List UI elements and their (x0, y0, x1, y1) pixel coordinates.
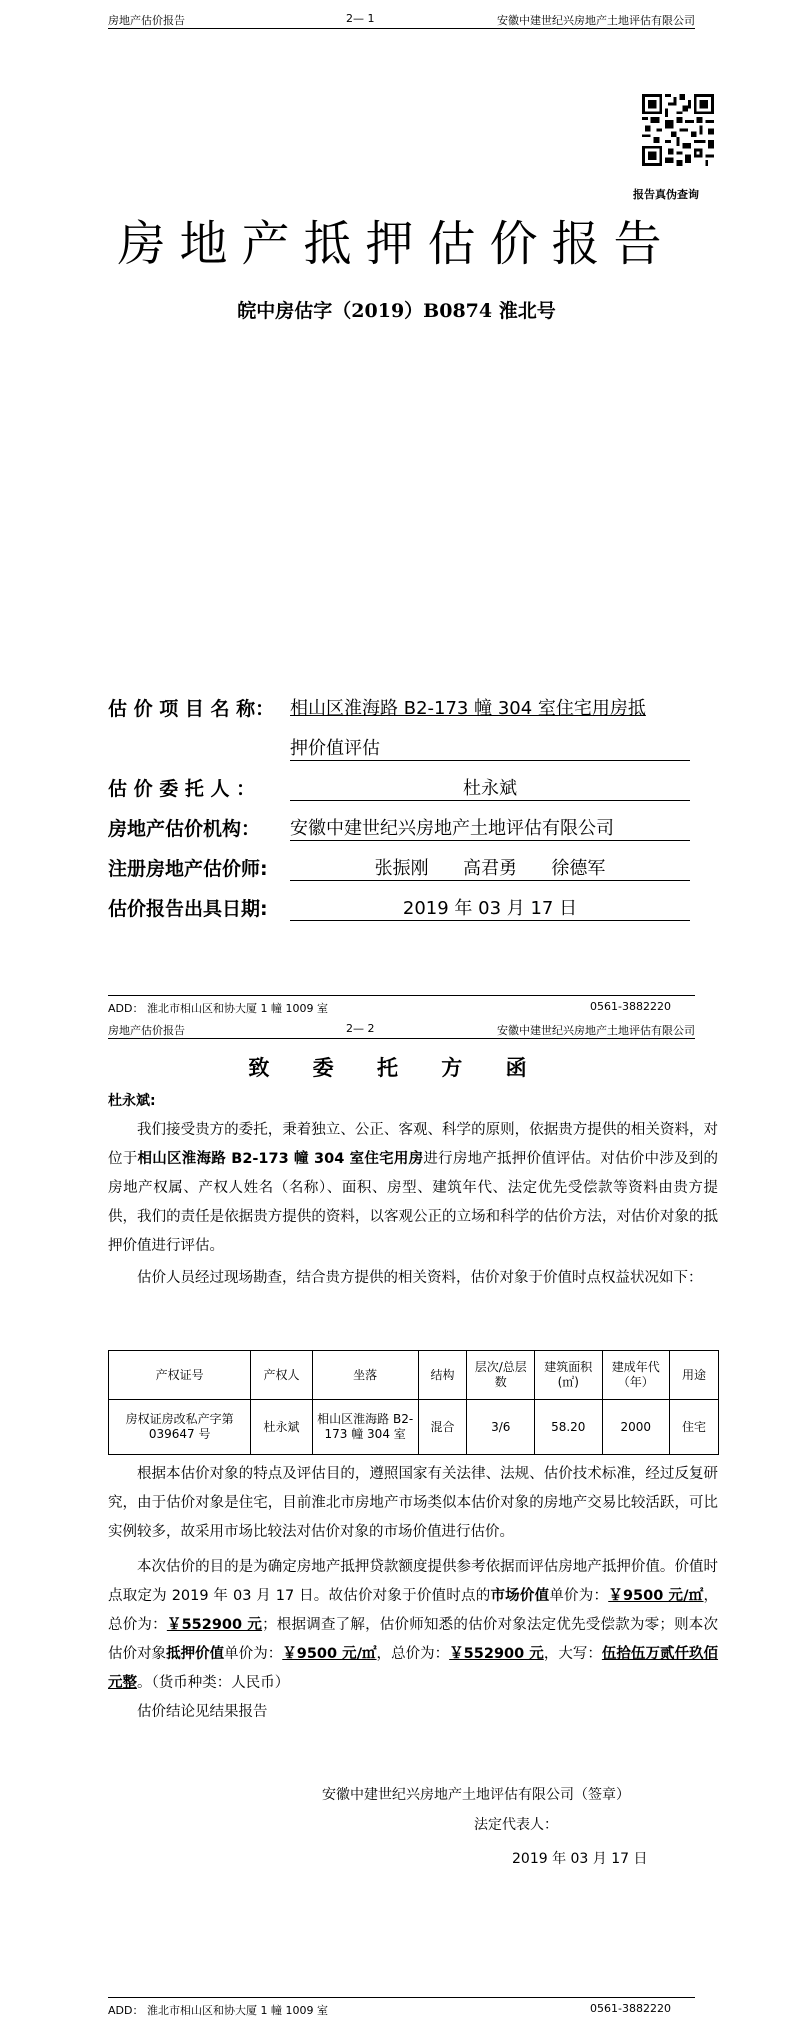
field-value: 2019 年 03 月 17 日 (290, 894, 690, 921)
col-header: 层次/总层数 (467, 1351, 535, 1400)
field-label: 房地产估价机构： (108, 818, 261, 840)
report-info-fields (108, 688, 708, 928)
col-header: 坐落 (312, 1351, 418, 1400)
paragraph (108, 1116, 718, 1261)
table-row (109, 1400, 719, 1455)
footer-address: ADD： 淮北市相山区和协大厦 1 幢 1009 室 (108, 1002, 328, 1015)
field-agency (108, 808, 708, 848)
report-title: 房地产抵押估价报告 (117, 216, 676, 272)
text: ；根据调查了解，估价师知悉的估价对象法定优先受偿款为零；则本次估价对象 (108, 1617, 719, 1662)
market-unit-price: ￥9500 元/㎡ (608, 1588, 704, 1604)
document-number: 皖中房估字（2019）B0874 淮北号 (237, 300, 556, 322)
header-page-number: 2— 1 (346, 12, 375, 25)
field-label: 注册房地产估价师: (108, 858, 268, 880)
letter-title: 致 委 托 方 函 (248, 1055, 545, 1080)
field-label: 估价报告出具日期: (108, 898, 268, 920)
page-header (108, 12, 695, 29)
field-issue-date (108, 888, 708, 928)
col-header: 用途 (670, 1351, 719, 1400)
field-label: 估 价 委 托 人 ： (108, 778, 256, 800)
field-value: 杜永斌 (290, 774, 690, 801)
text: 单价为： (224, 1646, 283, 1662)
page-footer (108, 1997, 695, 2017)
page-header (108, 1022, 695, 1039)
table-cell: 58.20 (535, 1400, 603, 1455)
text: 市场价值 (490, 1588, 550, 1604)
col-header: 产权证号 (109, 1351, 251, 1400)
text: ，总价为： (376, 1646, 450, 1662)
footer-phone: 0561-3882220 (590, 2002, 671, 2015)
header-page-number: 2— 2 (346, 1022, 375, 1035)
field-label: 估 价 项 目 名 称： (108, 698, 275, 720)
paragraph: 估价人员经过现场勘查，结合贵方提供的相关资料，估价对象于价值时点权益状况如下： (137, 1270, 703, 1286)
amount-in-words: 伍拾伍万贰仟玖佰元整 (108, 1646, 719, 1691)
letter-page (0, 1022, 793, 2026)
header-company: 安徽中建世纪兴房地产土地评估有限公司 (497, 14, 695, 27)
field-value-continued: 押价值评估 (290, 734, 690, 761)
text: 进行房地产抵押价值评估。对估价中涉及到的房地产权属、产权人姓名（名称）、面积、房型、建筑年代、法定优先受偿款等资料由贵方提供，我们的责任是依据贵方提供的资料，以客观公正的立场和科学的估价方法，对估价对象的抵押价值进行评估。 (108, 1151, 719, 1254)
letter-body-bottom (108, 1460, 718, 1727)
signature-company: 安徽中建世纪兴房地产土地评估有限公司（签章） (322, 1787, 630, 1803)
letter-body-top (108, 1116, 718, 1293)
text: 。（货币种类：人民币） (137, 1675, 290, 1691)
property-address: 相山区淮海路 B2-173 幢 304 室住宅用房 (137, 1151, 424, 1167)
field-client (108, 768, 708, 808)
field-value: 张振刚 高君勇 徐德军 (290, 854, 690, 881)
paragraph: 估价结论见结果报告 (137, 1704, 268, 1720)
qr-caption: 报告真伪查询 (633, 188, 699, 201)
qr-code-icon (642, 94, 714, 166)
col-header: 结构 (418, 1351, 467, 1400)
text: ，大写： (543, 1646, 602, 1662)
letter-addressee: 杜永斌: (108, 1093, 156, 1109)
table-cell: 住宅 (670, 1400, 719, 1455)
table-header-row (109, 1351, 719, 1400)
text: ，总价为： (108, 1588, 719, 1633)
field-value: 相山区淮海路 B2-173 幢 304 室住宅用房抵 (290, 698, 646, 719)
field-value: 安徽中建世纪兴房地产土地评估有限公司 (290, 814, 690, 841)
table-cell: 杜永斌 (251, 1400, 312, 1455)
paragraph (108, 1553, 718, 1698)
table-cell: 混合 (418, 1400, 467, 1455)
property-table (108, 1350, 719, 1455)
market-total-price: ￥552900 元 (166, 1617, 263, 1633)
text: 抵押价值 (166, 1646, 225, 1662)
table-cell: 房权证房改私产字第 039647 号 (109, 1400, 251, 1455)
footer-address: ADD： 淮北市相山区和协大厦 1 幢 1009 室 (108, 2004, 328, 2017)
paragraph: 根据本估价对象的特点及评估目的，遵照国家有关法律、法规、估价技术标准，经过反复研究，由于估价对象是住宅，目前淮北市房地产市场类似本估价对象的房地产交易比较活跃，可比实例较多，故采用市场比较法对估价对象的市场价值进行估价。 (108, 1466, 718, 1540)
header-left: 房地产估价报告 (108, 14, 185, 27)
page-footer (108, 995, 695, 1015)
table-cell: 2000 (602, 1400, 670, 1455)
table-cell: 相山区淮海路 B2-173 幢 304 室 (312, 1400, 418, 1455)
field-project-name (108, 688, 708, 768)
signature-legal-rep: 法定代表人： (474, 1817, 558, 1833)
text: 我们接受贵方的委托，秉着独立、公正、客观、科学的原则，依据贵方提供的相关资料，对位于 (108, 1122, 718, 1167)
signature-date: 2019 年 03 月 17 日 (512, 1851, 648, 1867)
mortgage-unit-price: ￥9500 元/㎡ (282, 1646, 377, 1662)
col-header: 产权人 (251, 1351, 312, 1400)
col-header: 建筑面积(㎡) (535, 1351, 603, 1400)
footer-phone: 0561-3882220 (590, 1000, 671, 1013)
text: 单价为： (549, 1588, 609, 1604)
header-company: 安徽中建世纪兴房地产土地评估有限公司 (497, 1024, 695, 1037)
mortgage-total-price: ￥552900 元 (449, 1646, 544, 1662)
field-appraisers (108, 848, 708, 888)
col-header: 建成年代（年） (602, 1351, 670, 1400)
header-left: 房地产估价报告 (108, 1024, 185, 1037)
text: 本次估价的目的是为确定房地产抵押贷款额度提供参考依据而评估房地产抵押价值。价值时点取定为 2019 年 03 月 17 日。故估价对象于价值时点的 (108, 1559, 718, 1604)
table-cell: 3/6 (467, 1400, 535, 1455)
